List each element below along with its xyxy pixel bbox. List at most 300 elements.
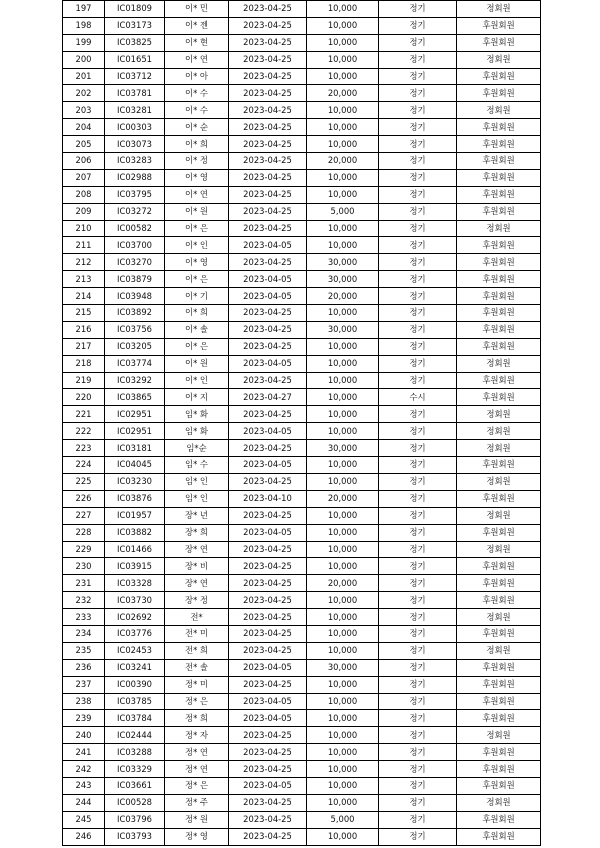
row-number-cell: 219 [63, 372, 105, 389]
member-id-cell: IC03288 [105, 744, 165, 761]
amount-cell: 10,000 [307, 777, 379, 794]
membership-grade-cell: 정회원 [457, 440, 541, 457]
member-id-cell: IC03948 [105, 288, 165, 305]
payment-date-cell: 2023-04-25 [229, 558, 307, 575]
member-id-cell: IC01809 [105, 1, 165, 18]
table-row [63, 490, 541, 507]
amount-cell: 10,000 [307, 169, 379, 186]
member-id-cell: IC03796 [105, 811, 165, 828]
membership-grade-cell: 후원회원 [457, 389, 541, 406]
member-name-cell: 정* 미 [165, 676, 229, 693]
payment-date-cell: 2023-04-05 [229, 457, 307, 474]
amount-cell: 10,000 [307, 609, 379, 626]
table-row [63, 794, 541, 811]
member-name-cell: 이* 인 [165, 372, 229, 389]
amount-cell: 10,000 [307, 625, 379, 642]
member-id-cell: IC04045 [105, 457, 165, 474]
member-id-cell: IC02988 [105, 169, 165, 186]
payment-date-cell: 2023-04-25 [229, 136, 307, 153]
row-number-cell: 214 [63, 288, 105, 305]
member-id-cell: IC03661 [105, 777, 165, 794]
amount-cell: 10,000 [307, 136, 379, 153]
row-number-cell: 202 [63, 85, 105, 102]
payment-type-cell: 정기 [379, 642, 457, 659]
table-row [63, 524, 541, 541]
member-name-cell: 정* 희 [165, 710, 229, 727]
member-id-cell: IC03292 [105, 372, 165, 389]
member-name-cell: 이* 기 [165, 288, 229, 305]
amount-cell: 10,000 [307, 17, 379, 34]
payment-date-cell: 2023-04-25 [229, 811, 307, 828]
member-id-cell: IC03272 [105, 203, 165, 220]
amount-cell: 10,000 [307, 592, 379, 609]
row-number-cell: 199 [63, 34, 105, 51]
member-name-cell: 이* 연 [165, 186, 229, 203]
row-number-cell: 236 [63, 659, 105, 676]
payment-date-cell: 2023-04-25 [229, 85, 307, 102]
member-name-cell: 이* 영 [165, 254, 229, 271]
member-name-cell: 이* 정 [165, 153, 229, 170]
membership-grade-cell: 정회원 [457, 220, 541, 237]
amount-cell: 30,000 [307, 271, 379, 288]
row-number-cell: 220 [63, 389, 105, 406]
member-name-cell: 임* 수 [165, 457, 229, 474]
membership-grade-cell: 후원회원 [457, 203, 541, 220]
table-row [63, 186, 541, 203]
table-row [63, 288, 541, 305]
payment-date-cell: 2023-04-25 [229, 473, 307, 490]
payment-date-cell: 2023-04-25 [229, 186, 307, 203]
row-number-cell: 229 [63, 541, 105, 558]
row-number-cell: 226 [63, 490, 105, 507]
table-row [63, 592, 541, 609]
membership-grade-cell: 정회원 [457, 51, 541, 68]
amount-cell: 10,000 [307, 727, 379, 744]
row-number-cell: 204 [63, 119, 105, 136]
member-name-cell: 이* 희 [165, 305, 229, 322]
table-row [63, 507, 541, 524]
member-name-cell: 임*순 [165, 440, 229, 457]
payment-type-cell: 정기 [379, 186, 457, 203]
member-name-cell: 이* 아 [165, 68, 229, 85]
payment-date-cell: 2023-04-05 [229, 237, 307, 254]
member-name-cell: 이* 민 [165, 1, 229, 18]
payment-type-cell: 정기 [379, 321, 457, 338]
membership-grade-cell: 후원회원 [457, 490, 541, 507]
table-row [63, 541, 541, 558]
member-id-cell: IC03795 [105, 186, 165, 203]
amount-cell: 10,000 [307, 558, 379, 575]
payment-type-cell: 정기 [379, 575, 457, 592]
membership-grade-cell: 후원회원 [457, 828, 541, 845]
payment-type-cell: 정기 [379, 473, 457, 490]
amount-cell: 10,000 [307, 524, 379, 541]
payment-type-cell: 정기 [379, 51, 457, 68]
payment-date-cell: 2023-04-25 [229, 676, 307, 693]
amount-cell: 10,000 [307, 220, 379, 237]
table-row [63, 473, 541, 490]
membership-grade-cell: 후원회원 [457, 693, 541, 710]
member-id-cell: IC03270 [105, 254, 165, 271]
payment-type-cell: 정기 [379, 659, 457, 676]
payment-type-cell: 정기 [379, 305, 457, 322]
table-row [63, 355, 541, 372]
member-name-cell: 이* 연 [165, 51, 229, 68]
table-row [63, 338, 541, 355]
row-number-cell: 198 [63, 17, 105, 34]
amount-cell: 10,000 [307, 119, 379, 136]
member-id-cell: IC01957 [105, 507, 165, 524]
amount-cell: 10,000 [307, 1, 379, 18]
payment-type-cell: 정기 [379, 169, 457, 186]
table-row [63, 625, 541, 642]
member-id-cell: IC03784 [105, 710, 165, 727]
payment-date-cell: 2023-04-25 [229, 1, 307, 18]
amount-cell: 10,000 [307, 186, 379, 203]
row-number-cell: 241 [63, 744, 105, 761]
member-name-cell: 이* 은 [165, 338, 229, 355]
payment-date-cell: 2023-04-25 [229, 17, 307, 34]
row-number-cell: 212 [63, 254, 105, 271]
member-id-cell: IC00390 [105, 676, 165, 693]
table-row [63, 710, 541, 727]
member-id-cell: IC03073 [105, 136, 165, 153]
table-row [63, 305, 541, 322]
member-name-cell: 이* 영 [165, 169, 229, 186]
payment-date-cell: 2023-04-05 [229, 288, 307, 305]
membership-grade-cell: 후원회원 [457, 811, 541, 828]
amount-cell: 10,000 [307, 102, 379, 119]
row-number-cell: 228 [63, 524, 105, 541]
row-number-cell: 209 [63, 203, 105, 220]
membership-grade-cell: 후원회원 [457, 761, 541, 778]
member-id-cell: IC03879 [105, 271, 165, 288]
payment-type-cell: 정기 [379, 102, 457, 119]
amount-cell: 10,000 [307, 473, 379, 490]
payment-type-cell: 정기 [379, 254, 457, 271]
donor-table [62, 0, 541, 846]
payment-type-cell: 수시 [379, 389, 457, 406]
payment-type-cell: 정기 [379, 237, 457, 254]
payment-type-cell: 정기 [379, 372, 457, 389]
member-id-cell: IC03781 [105, 85, 165, 102]
table-row [63, 136, 541, 153]
row-number-cell: 234 [63, 625, 105, 642]
row-number-cell: 197 [63, 1, 105, 18]
member-name-cell: 이* 인 [165, 237, 229, 254]
membership-grade-cell: 후원회원 [457, 136, 541, 153]
member-name-cell: 전* 미 [165, 625, 229, 642]
table-row [63, 51, 541, 68]
table-row [63, 34, 541, 51]
amount-cell: 10,000 [307, 744, 379, 761]
amount-cell: 20,000 [307, 85, 379, 102]
member-id-cell: IC03181 [105, 440, 165, 457]
amount-cell: 10,000 [307, 710, 379, 727]
member-id-cell: IC02453 [105, 642, 165, 659]
table-row [63, 17, 541, 34]
table-row [63, 558, 541, 575]
table-row [63, 372, 541, 389]
payment-date-cell: 2023-04-25 [229, 625, 307, 642]
table-row [63, 169, 541, 186]
amount-cell: 20,000 [307, 288, 379, 305]
membership-grade-cell: 후원회원 [457, 119, 541, 136]
row-number-cell: 217 [63, 338, 105, 355]
row-number-cell: 246 [63, 828, 105, 845]
member-name-cell: 정* 연 [165, 761, 229, 778]
membership-grade-cell: 후원회원 [457, 186, 541, 203]
row-number-cell: 216 [63, 321, 105, 338]
member-name-cell: 장* 년 [165, 507, 229, 524]
payment-type-cell: 정기 [379, 490, 457, 507]
member-name-cell: 전* 희 [165, 642, 229, 659]
payment-date-cell: 2023-04-05 [229, 710, 307, 727]
table-row [63, 153, 541, 170]
membership-grade-cell: 후원회원 [457, 169, 541, 186]
member-name-cell: 이* 수 [165, 102, 229, 119]
membership-grade-cell: 정회원 [457, 507, 541, 524]
payment-type-cell: 정기 [379, 85, 457, 102]
payment-type-cell: 정기 [379, 727, 457, 744]
member-name-cell: 정* 주 [165, 794, 229, 811]
member-id-cell: IC02444 [105, 727, 165, 744]
payment-date-cell: 2023-04-25 [229, 440, 307, 457]
member-name-cell: 임* 인 [165, 473, 229, 490]
amount-cell: 10,000 [307, 423, 379, 440]
table-row [63, 220, 541, 237]
amount-cell: 10,000 [307, 338, 379, 355]
table-row [63, 727, 541, 744]
row-number-cell: 223 [63, 440, 105, 457]
payment-date-cell: 2023-04-05 [229, 271, 307, 288]
amount-cell: 10,000 [307, 693, 379, 710]
member-id-cell: IC03700 [105, 237, 165, 254]
amount-cell: 10,000 [307, 389, 379, 406]
amount-cell: 10,000 [307, 828, 379, 845]
table-row [63, 693, 541, 710]
payment-date-cell: 2023-04-25 [229, 321, 307, 338]
row-number-cell: 215 [63, 305, 105, 322]
member-id-cell: IC03915 [105, 558, 165, 575]
member-id-cell: IC03892 [105, 305, 165, 322]
member-id-cell: IC03825 [105, 34, 165, 51]
member-id-cell: IC00582 [105, 220, 165, 237]
payment-date-cell: 2023-04-25 [229, 338, 307, 355]
row-number-cell: 205 [63, 136, 105, 153]
membership-grade-cell: 정회원 [457, 642, 541, 659]
member-id-cell: IC03329 [105, 761, 165, 778]
membership-grade-cell: 후원회원 [457, 254, 541, 271]
row-number-cell: 237 [63, 676, 105, 693]
amount-cell: 10,000 [307, 794, 379, 811]
member-name-cell: 장* 연 [165, 575, 229, 592]
table-row [63, 777, 541, 794]
payment-type-cell: 정기 [379, 136, 457, 153]
payment-date-cell: 2023-04-25 [229, 794, 307, 811]
membership-grade-cell: 후원회원 [457, 777, 541, 794]
member-name-cell: 정* 은 [165, 777, 229, 794]
payment-date-cell: 2023-04-25 [229, 68, 307, 85]
member-name-cell: 임* 인 [165, 490, 229, 507]
membership-grade-cell: 후원회원 [457, 659, 541, 676]
row-number-cell: 243 [63, 777, 105, 794]
member-name-cell: 이* 은 [165, 271, 229, 288]
member-id-cell: IC03876 [105, 490, 165, 507]
membership-grade-cell: 후원회원 [457, 237, 541, 254]
payment-type-cell: 정기 [379, 777, 457, 794]
row-number-cell: 232 [63, 592, 105, 609]
membership-grade-cell: 정회원 [457, 423, 541, 440]
payment-date-cell: 2023-04-25 [229, 305, 307, 322]
member-name-cell: 이* 지 [165, 389, 229, 406]
payment-type-cell: 정기 [379, 119, 457, 136]
member-id-cell: IC03712 [105, 68, 165, 85]
row-number-cell: 233 [63, 609, 105, 626]
membership-grade-cell: 정회원 [457, 406, 541, 423]
member-id-cell: IC03281 [105, 102, 165, 119]
payment-type-cell: 정기 [379, 609, 457, 626]
payment-type-cell: 정기 [379, 440, 457, 457]
row-number-cell: 222 [63, 423, 105, 440]
member-name-cell: 이* 젠 [165, 17, 229, 34]
payment-type-cell: 정기 [379, 693, 457, 710]
payment-type-cell: 정기 [379, 17, 457, 34]
table-body [63, 1, 541, 846]
row-number-cell: 211 [63, 237, 105, 254]
payment-date-cell: 2023-04-05 [229, 355, 307, 372]
payment-date-cell: 2023-04-25 [229, 406, 307, 423]
payment-date-cell: 2023-04-25 [229, 727, 307, 744]
amount-cell: 5,000 [307, 203, 379, 220]
amount-cell: 10,000 [307, 541, 379, 558]
membership-grade-cell: 후원회원 [457, 372, 541, 389]
member-id-cell: IC01466 [105, 541, 165, 558]
membership-grade-cell: 후원회원 [457, 338, 541, 355]
payment-type-cell: 정기 [379, 676, 457, 693]
membership-grade-cell: 후원회원 [457, 288, 541, 305]
membership-grade-cell: 후원회원 [457, 17, 541, 34]
table-row [63, 642, 541, 659]
amount-cell: 10,000 [307, 355, 379, 372]
payment-type-cell: 정기 [379, 203, 457, 220]
member-id-cell: IC03774 [105, 355, 165, 372]
membership-grade-cell: 후원회원 [457, 744, 541, 761]
member-id-cell: IC03328 [105, 575, 165, 592]
payment-date-cell: 2023-04-25 [229, 34, 307, 51]
table-row [63, 85, 541, 102]
payment-type-cell: 정기 [379, 338, 457, 355]
member-id-cell: IC03730 [105, 592, 165, 609]
row-number-cell: 207 [63, 169, 105, 186]
payment-date-cell: 2023-04-25 [229, 51, 307, 68]
payment-date-cell: 2023-04-25 [229, 541, 307, 558]
member-name-cell: 전* [165, 609, 229, 626]
amount-cell: 10,000 [307, 34, 379, 51]
membership-grade-cell: 정회원 [457, 102, 541, 119]
table-row [63, 406, 541, 423]
member-id-cell: IC03756 [105, 321, 165, 338]
member-id-cell: IC03785 [105, 693, 165, 710]
table-row [63, 254, 541, 271]
membership-grade-cell: 후원회원 [457, 558, 541, 575]
payment-type-cell: 정기 [379, 355, 457, 372]
payment-date-cell: 2023-04-25 [229, 609, 307, 626]
row-number-cell: 231 [63, 575, 105, 592]
payment-date-cell: 2023-04-25 [229, 254, 307, 271]
membership-grade-cell: 후원회원 [457, 34, 541, 51]
amount-cell: 10,000 [307, 761, 379, 778]
row-number-cell: 201 [63, 68, 105, 85]
payment-type-cell: 정기 [379, 1, 457, 18]
payment-type-cell: 정기 [379, 423, 457, 440]
member-id-cell: IC03283 [105, 153, 165, 170]
membership-grade-cell: 후원회원 [457, 85, 541, 102]
payment-type-cell: 정기 [379, 592, 457, 609]
amount-cell: 10,000 [307, 406, 379, 423]
payment-type-cell: 정기 [379, 541, 457, 558]
table-row [63, 102, 541, 119]
member-name-cell: 이* 순 [165, 119, 229, 136]
payment-type-cell: 정기 [379, 507, 457, 524]
row-number-cell: 213 [63, 271, 105, 288]
member-id-cell: IC03865 [105, 389, 165, 406]
table-row [63, 271, 541, 288]
amount-cell: 10,000 [307, 676, 379, 693]
member-id-cell: IC01651 [105, 51, 165, 68]
payment-type-cell: 정기 [379, 457, 457, 474]
amount-cell: 30,000 [307, 321, 379, 338]
row-number-cell: 239 [63, 710, 105, 727]
amount-cell: 10,000 [307, 237, 379, 254]
table-row [63, 744, 541, 761]
table-row [63, 828, 541, 845]
payment-type-cell: 정기 [379, 288, 457, 305]
membership-grade-cell: 후원회원 [457, 676, 541, 693]
payment-type-cell: 정기 [379, 811, 457, 828]
payment-date-cell: 2023-04-05 [229, 693, 307, 710]
table-row [63, 237, 541, 254]
amount-cell: 30,000 [307, 440, 379, 457]
membership-grade-cell: 후원회원 [457, 305, 541, 322]
table-row [63, 68, 541, 85]
member-name-cell: 장* 비 [165, 558, 229, 575]
member-id-cell: IC03882 [105, 524, 165, 541]
row-number-cell: 227 [63, 507, 105, 524]
row-number-cell: 208 [63, 186, 105, 203]
payment-date-cell: 2023-04-10 [229, 490, 307, 507]
table-row [63, 575, 541, 592]
payment-date-cell: 2023-04-25 [229, 220, 307, 237]
membership-grade-cell: 정회원 [457, 609, 541, 626]
payment-date-cell: 2023-04-25 [229, 592, 307, 609]
payment-type-cell: 정기 [379, 625, 457, 642]
member-id-cell: IC03793 [105, 828, 165, 845]
member-id-cell: IC00303 [105, 119, 165, 136]
membership-grade-cell: 후원회원 [457, 575, 541, 592]
member-id-cell: IC02951 [105, 406, 165, 423]
member-name-cell: 이* 수 [165, 85, 229, 102]
member-name-cell: 정* 은 [165, 693, 229, 710]
membership-grade-cell: 정회원 [457, 1, 541, 18]
table-row [63, 676, 541, 693]
member-name-cell: 장* 연 [165, 541, 229, 558]
member-name-cell: 이* 은 [165, 220, 229, 237]
payment-date-cell: 2023-04-25 [229, 761, 307, 778]
amount-cell: 20,000 [307, 490, 379, 507]
payment-type-cell: 정기 [379, 828, 457, 845]
amount-cell: 30,000 [307, 659, 379, 676]
